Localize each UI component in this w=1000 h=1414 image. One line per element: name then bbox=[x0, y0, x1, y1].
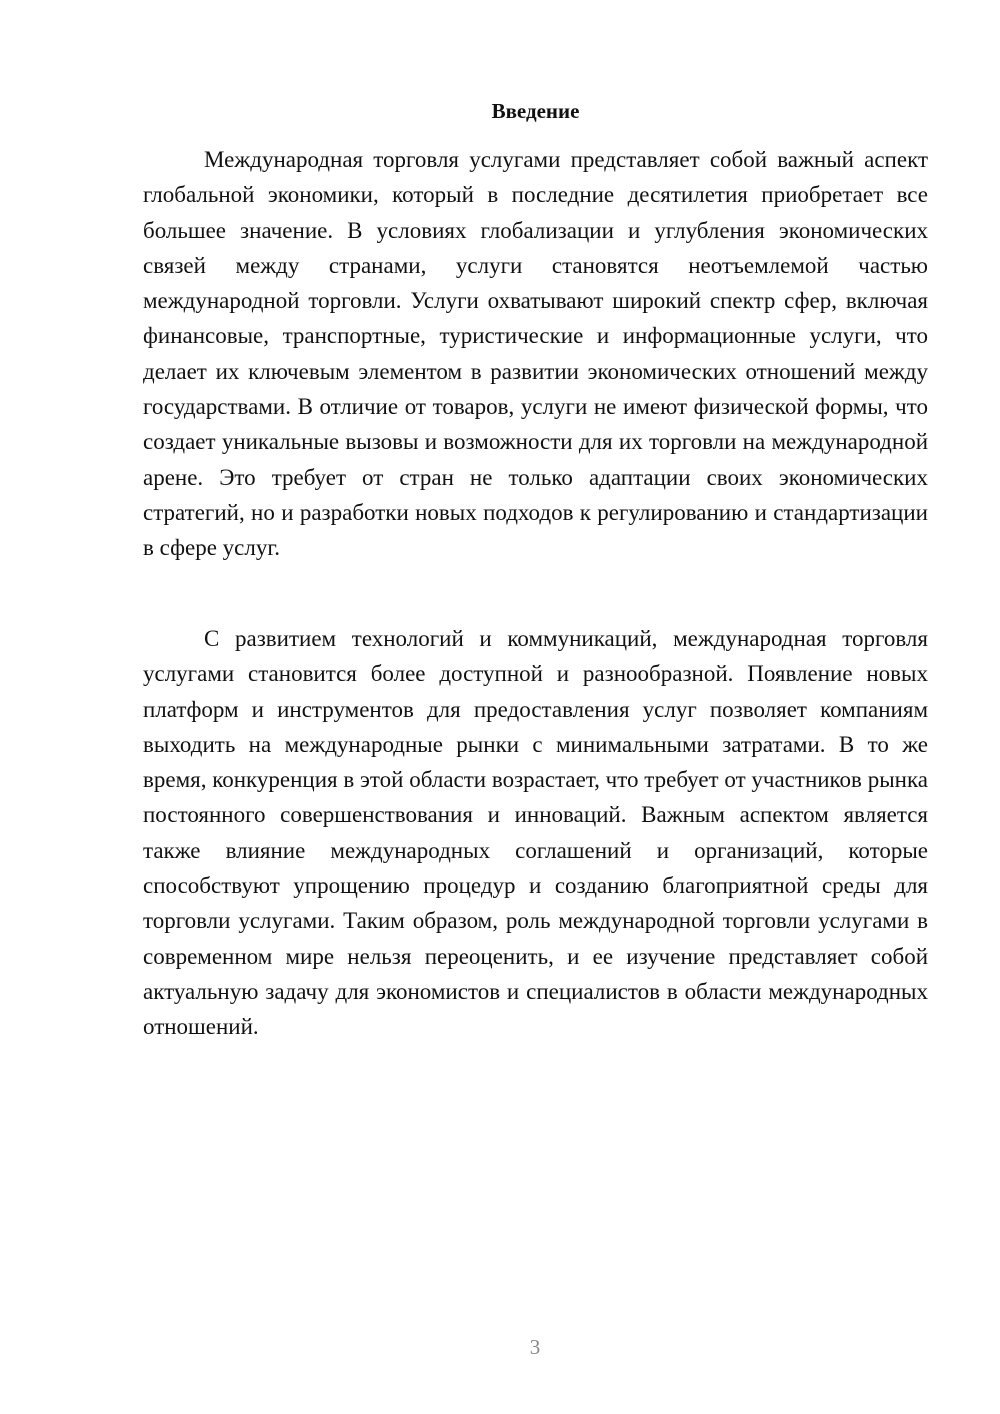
page-number: 3 bbox=[529, 1335, 541, 1359]
body-paragraph-2: С развитием технологий и коммуникаций, международная торговля услугами становится более доступной и разнообразной. Появление новых платформ и инструментов для предоставления услуг позволяет компаниям выходить на международные рынки с минимальными затратами. В то же время, конкуренция в этой области возрастает, что требует от участников рынка постоянного совершенствования и инноваций. Важным аспектом является также влияние международных соглашений и организаций, которые способствуют упрощению процедур и созданию благоприятной среды для торговли услугами. Таким образом, роль международной торговли услугами в современном мире нельзя переоценить, и ее изучение представляет собой актуальную задачу для экономистов и специалистов в области международных отношений. bbox=[143, 626, 928, 1040]
section-heading: Введение bbox=[491, 99, 580, 123]
body-paragraph-1: Международная торговля услугами представляет собой важный аспект глобальной экономики, который в последние десятилетия приобретает все большее значение. В условиях глобализации и углубления экономических связей между странами, услуги становятся неотъемлемой частью международной торговли. Услуги охватывают широкий спектр сфер, включая финансовые, транспортные, туристические и информационные услуги, что делает их ключевым элементом в развитии экономических отношений между государствами. В отличие от товаров, услуги не имеют физической формы, что создает уникальные вызовы и возможности для их торговли на международной арене. Это требует от стран не только адаптации своих экономических стратегий, но и разработки новых подходов к регулированию и стандартизации в сфере услуг. bbox=[143, 147, 928, 561]
